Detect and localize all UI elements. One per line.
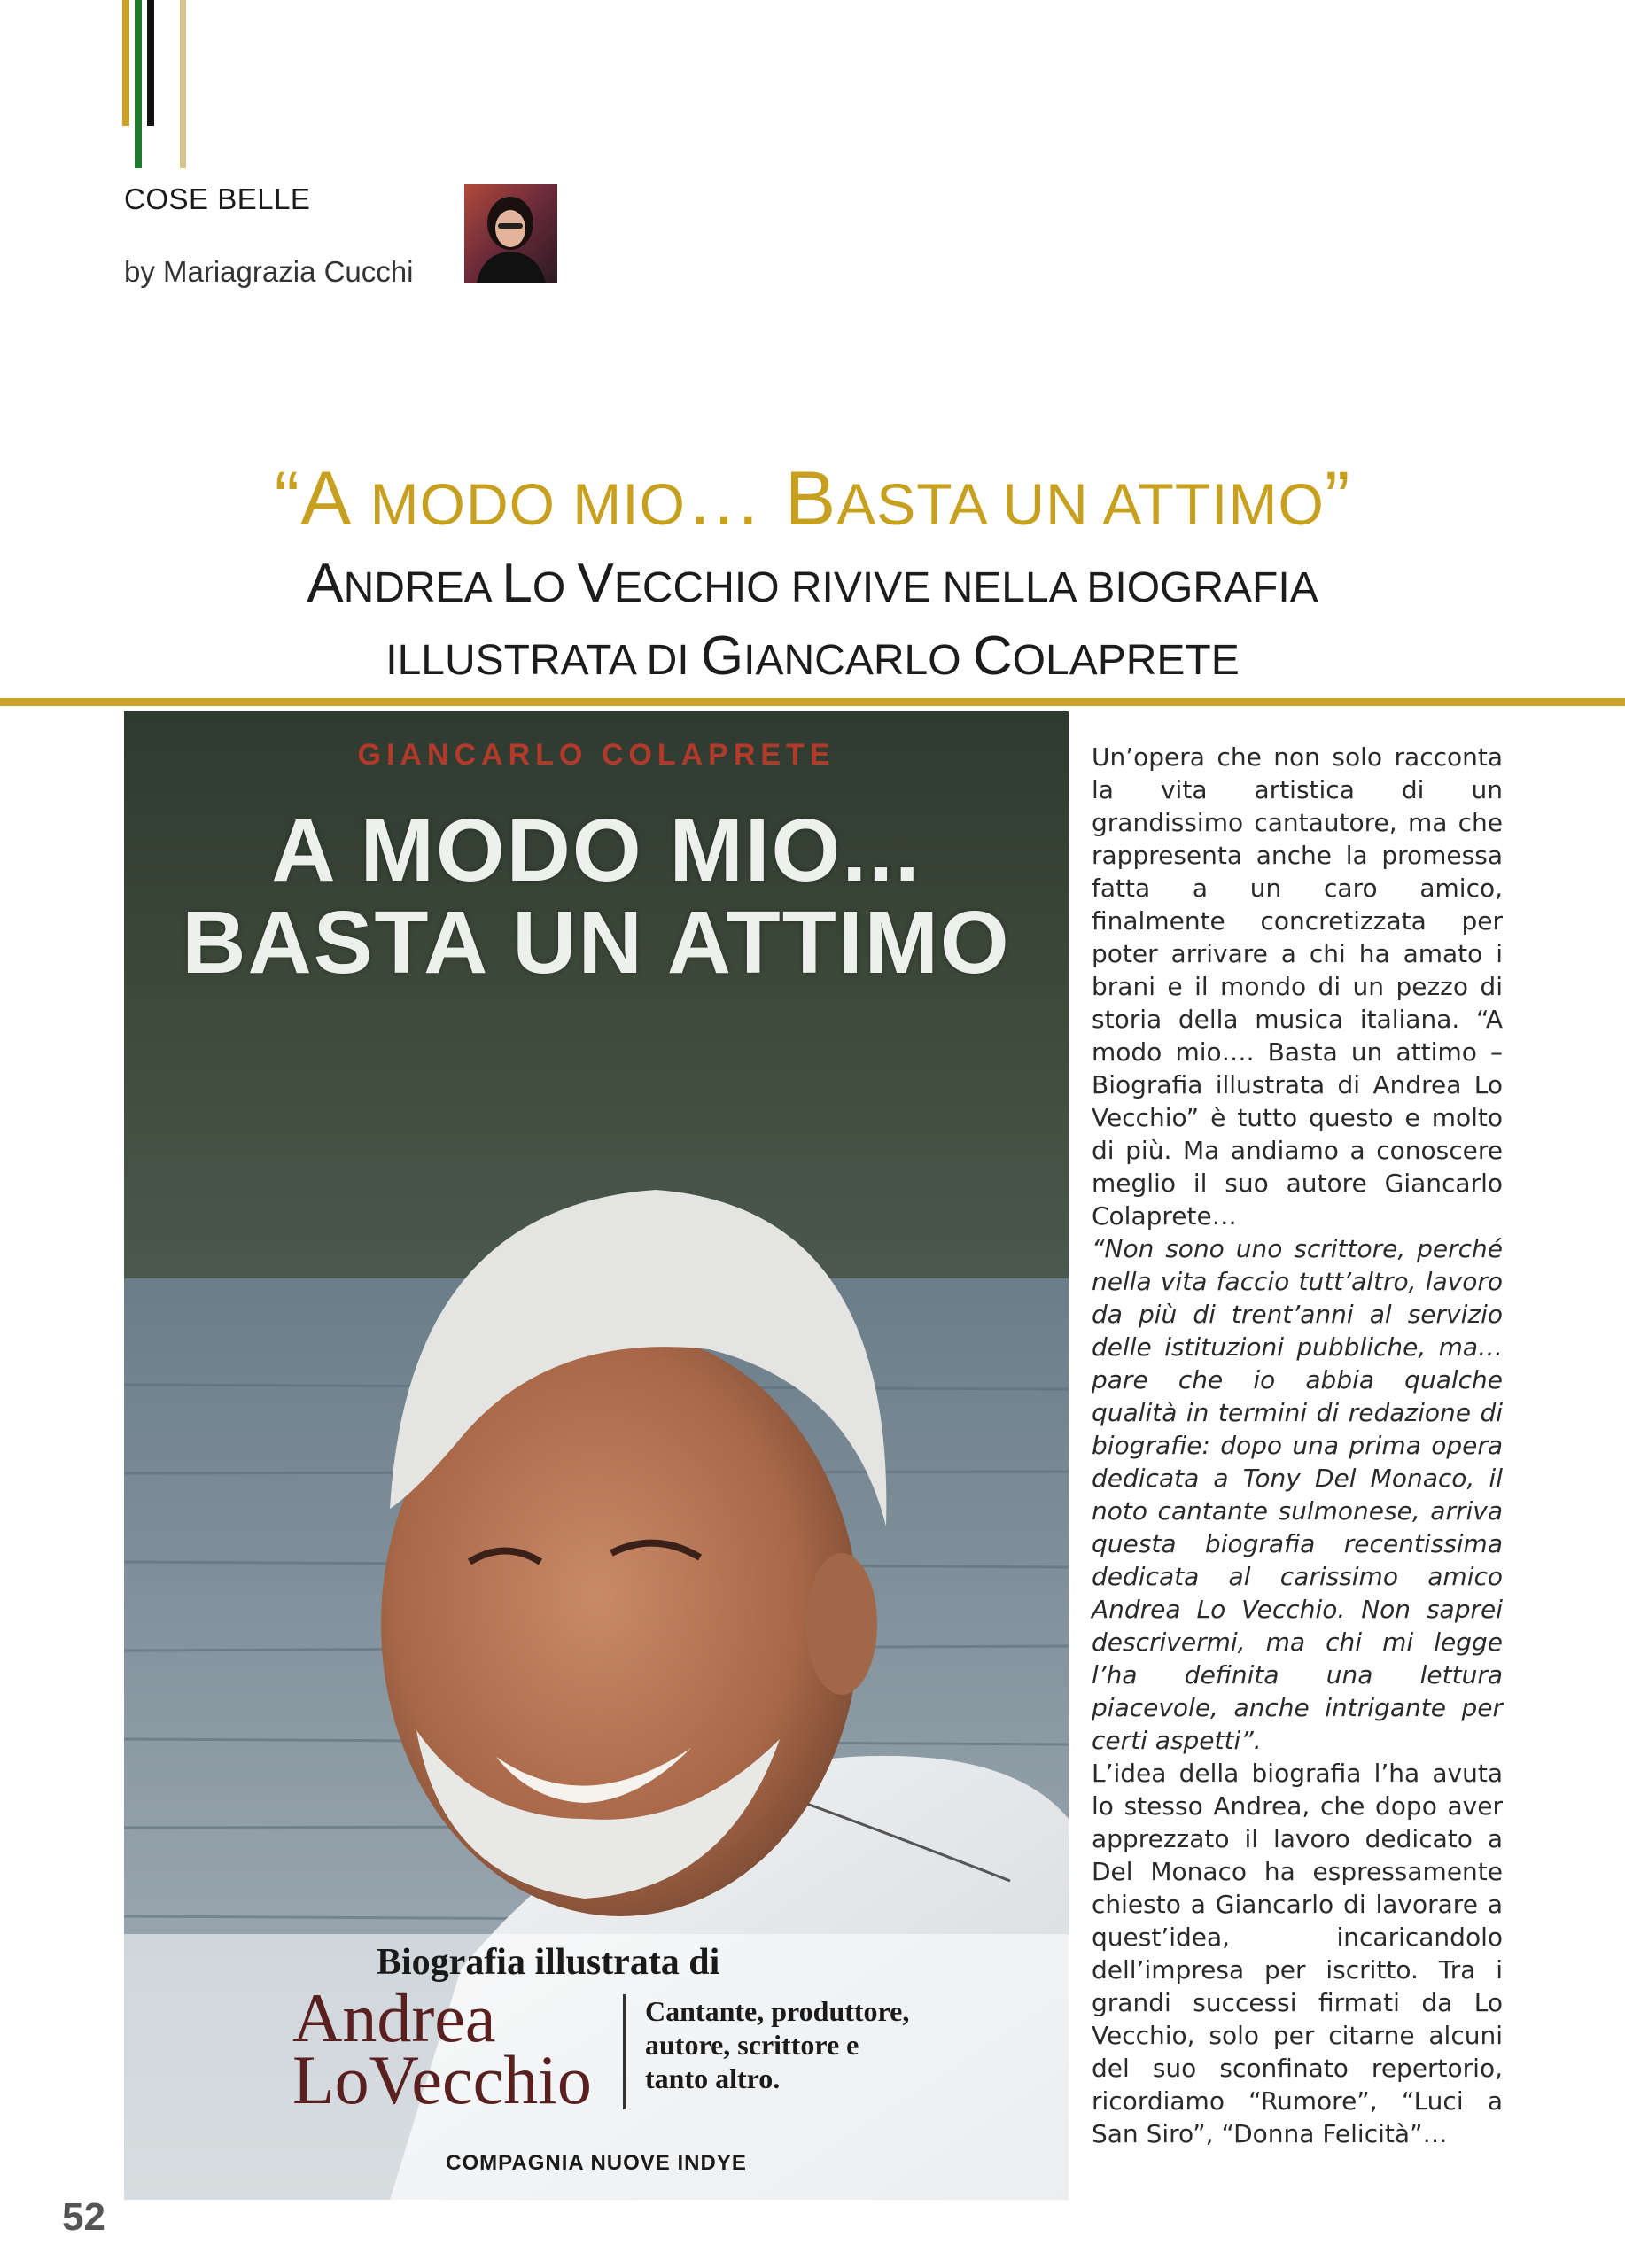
cover-author: GIANCARLO COLAPRETE	[357, 738, 836, 772]
byline: by Mariagrazia Cucchi	[124, 255, 414, 288]
cover-title-line1: A MODO MIO...	[271, 801, 921, 900]
author-photo	[464, 184, 557, 284]
headline-sub-line1: ANDREA LO VECCHIO RIVIVE NELLA BIOGRAFIA	[307, 553, 1318, 614]
decorative-bars	[122, 0, 193, 168]
cover-bio-label: Biografia illustrata di	[377, 1942, 720, 1983]
beige-bar	[180, 0, 186, 168]
cover-divider	[623, 1994, 626, 2109]
cover-roles: Cantante, produttore, autore, scrittore e tanto altro.	[645, 1995, 910, 2094]
gold-divider	[0, 698, 1625, 706]
black-bar	[147, 0, 154, 126]
article-quote: “Non sono uno scrittore, perché nella vita faccio tutt’altro, lavoro da più di trent’anni al servizio delle istituzioni pubbliche, ma… pare che io abbia qualche qualità in termini di redazione di biografie: dopo una prima opera dedicata a Tony Del Monaco, il noto cantante sulmonese, arriva questa biografia recentissima dedicata al carissimo amico Andrea Lo Vecchio. Non saprei descrivermi, ma chi mi legge l’ha definita una lettura piacevole, anche intrigante per certi aspetti”.	[1092, 1234, 1503, 1755]
page-number: 52	[62, 2195, 105, 2239]
cover-publisher: COMPAGNIA NUOVE INDYE	[446, 2151, 747, 2175]
gold-bar	[122, 0, 129, 126]
article-paragraph: L’idea della biografia l’ha avuta lo stesso Andrea, che dopo aver apprezzato il lavoro dedicato a Del Monaco ha espressamente chiesto a Giancarlo di lavorare a quest’idea, incaricandolo dell’impresa per iscritto. Tra i grandi successi firmati da Lo Vecchio, solo per citarne alcuni del suo sconfinato repertorio, ricordiamo “Rumore”, “Luci a San Siro”, “Donna Felicità”…	[1092, 1759, 1503, 2148]
cover-name-first: Andrea	[292, 1979, 496, 2056]
article-paragraph: Un’opera che non solo racconta la vita artistica di un grandissimo cantautore, ma che rappresenta anche la promessa fatta a un caro amico, finalmente concretizzata per poter arrivare a chi ha amato i brani e il mondo di un pezzo di storia della musica italiana. “A modo mio…. Basta un attimo – Biografia illustrata di Andrea Lo Vecchio” è tutto questo e molto di più. Ma andiamo a conoscere meglio il suo autore Giancarlo Colaprete…	[1092, 742, 1503, 1231]
cover-title-line2: BASTA UN ATTIMO	[182, 893, 1011, 992]
book-cover	[124, 711, 1069, 2200]
section-label: COSE BELLE	[124, 183, 311, 215]
cover-name-last: LoVecchio	[292, 2041, 592, 2118]
green-bar	[135, 0, 142, 168]
article-body	[1092, 741, 1503, 2150]
headline-sub-line2: ILLUSTRATA DI GIANCARLO COLAPRETE	[385, 625, 1240, 687]
headline-main: “A MODO MIO… BASTA UN ATTIMO”	[274, 456, 1351, 541]
